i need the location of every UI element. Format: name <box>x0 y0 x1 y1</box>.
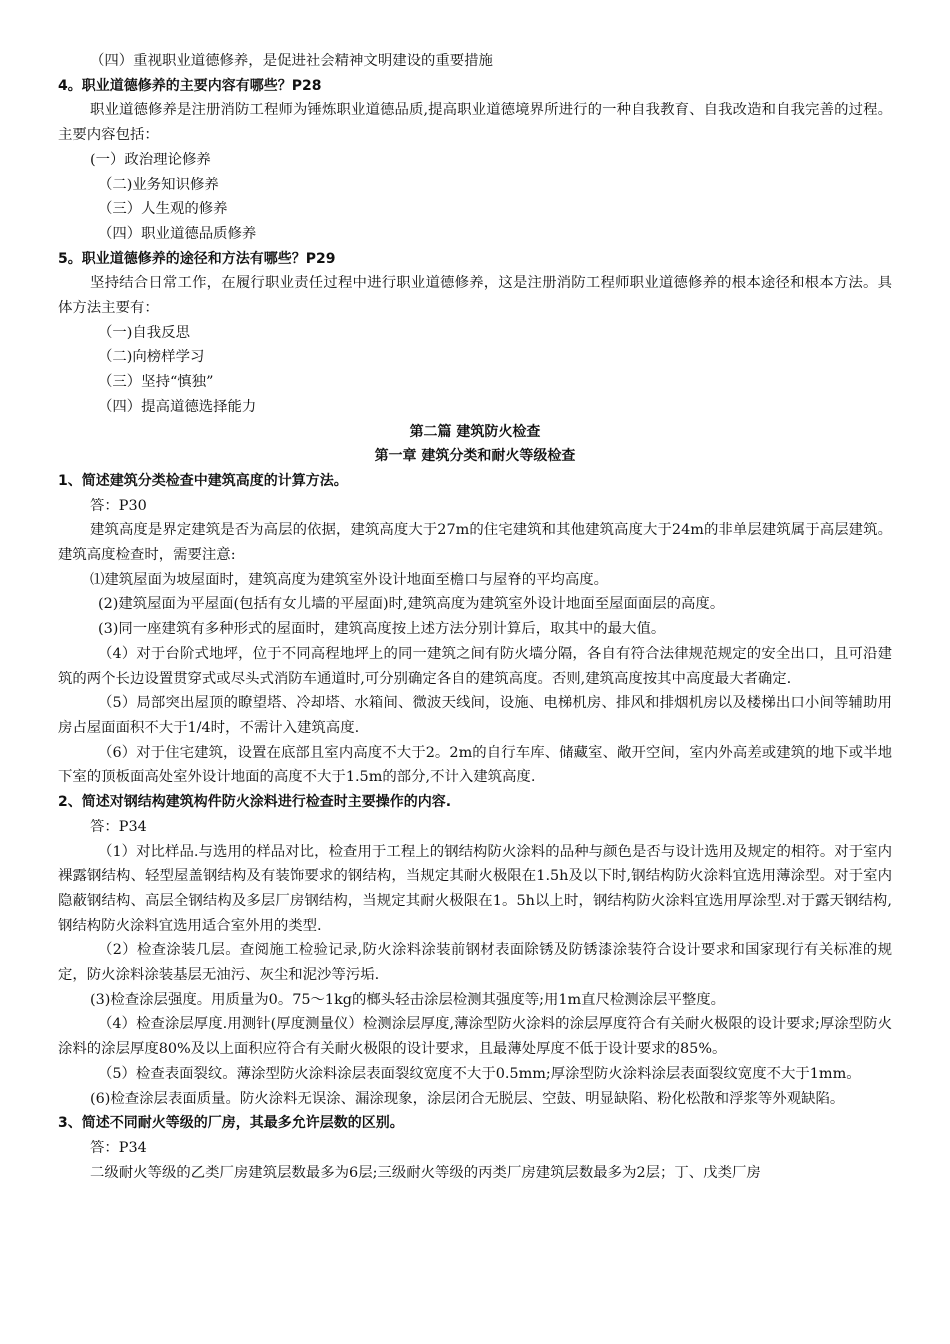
answer-ref: 答：P34 <box>90 818 147 835</box>
paragraph: （6）对于住宅建筑，设置在底部且室内高度不大于2。2m的自行车库、储藏室、敞开空间，室内外高差或建筑的地下或半地下室的顶板面高处室外设计地面的高度不大于1.5m的部分,不计入建筑高度. <box>58 744 892 786</box>
question-heading: 2、简述对钢结构建筑构件防火涂料进行检查时主要操作的内容. <box>58 794 452 811</box>
text-line: （四）重视职业道德修养，是促进社会精神文明建设的重要措施 <box>90 53 493 69</box>
list-item: (3)同一座建筑有多种形式的屋面时，建筑高度按上述方法分别计算后，取其中的最大值。 <box>98 621 666 638</box>
chapter-title: 第一章 建筑分类和耐火等级检查 <box>374 448 576 465</box>
question-heading: 1、简述建筑分类检查中建筑高度的计算方法。 <box>58 472 348 489</box>
list-item: （三）人生观的修养 <box>98 201 228 218</box>
paragraph: 坚持结合日常工作，在履行职业责任过程中进行职业道德修养，这是注册消防工程师职业道德修养的根本途径和根本方法。具体方法主要有： <box>58 275 892 317</box>
list-item: （四）职业道德品质修养 <box>98 225 257 242</box>
list-item: (一）政治理论修养 <box>90 151 211 168</box>
list-item: （一)自我反思 <box>98 324 190 341</box>
question-heading: 4。职业道德修养的主要内容有哪些？P28 <box>58 77 322 94</box>
paragraph: （4）对于台阶式地坪，位于不同高程地坪上的同一建筑之间有防火墙分隔，各自有符合法律规范规定的安全出口，且可沿建筑的两个长边设置贯穿式或尽头式消防车通道时,可分别确定各自的建筑高度。否则,建筑高度按其中高度最大者确定. <box>58 645 892 687</box>
paragraph: (6)检查涂层表面质量。防火涂料无误涂、漏涂现象，涂层闭合无脱层、空鼓、明显缺陷、粉化松散和浮浆等外观缺陷。 <box>90 1090 845 1107</box>
list-item: (2)建筑屋面为平屋面(包括有女儿墙的平屋面)时,建筑高度为建筑室外设计地面至屋面面层的高度。 <box>98 596 725 613</box>
list-item: （三）坚持“慎独” <box>98 374 214 391</box>
paragraph: （1）对比样品.与选用的样品对比，检查用于工程上的钢结构防火涂料的品种与颜色是否与设计选用及规定的相符。对于室内裸露钢结构、轻型屋盖钢结构及有装饰要求的钢结构，当规定其耐火极限在1.5h及以下时,钢结构防火涂料宜选用薄涂型。对于室内隐蔽钢结构、高层全钢结构及多层厂房钢结构，当规定其耐火极限在1。5h以上时，钢结构防火涂料宜选用厚涂型.对于露天钢结构,钢结构防火涂料宜选用适合室外用的类型. <box>58 843 892 934</box>
answer-ref: 答：P30 <box>90 497 147 514</box>
paragraph: （4）检查涂层厚度.用测针(厚度测量仪）检测涂层厚度,薄涂型防火涂料的涂层厚度符合有关耐火极限的设计要求;厚涂型防火涂料的涂层厚度80%及以上面积应符合有关耐火极限的设计要求，且最薄处厚度不低于设计要求的85%。 <box>58 1016 892 1058</box>
text-line: 二级耐火等级的乙类厂房建筑层数最多为6层;三级耐火等级的丙类厂房建筑层数最多为2层；丁、戊类厂房 <box>90 1164 761 1181</box>
list-item: ⑴建筑屋面为坡屋面时，建筑高度为建筑室外设计地面至檐口与屋脊的平均高度。 <box>90 571 609 588</box>
list-item: （四）提高道德选择能力 <box>98 398 257 415</box>
list-item: （二)向榜样学习 <box>98 349 205 366</box>
part-title: 第二篇 建筑防火检查 <box>409 423 541 440</box>
paragraph: (3)检查涂层强度。用质量为0。75～1kg的榔头轻击涂层检测其强度等;用1m直尺检测涂层平整度。 <box>90 991 726 1008</box>
list-item: （二)业务知识修养 <box>98 176 219 193</box>
paragraph: （2）检查涂装几层。查阅施工检验记录,防火涂料涂装前钢材表面除锈及防锈漆涂装符合设计要求和国家现行有关标准的规定，防火涂料涂装基层无油污、灰尘和泥沙等污垢. <box>58 942 892 984</box>
paragraph: （5）检查表面裂纹。薄涂型防火涂料涂层表面裂纹宽度不大于0.5mm;厚涂型防火涂料涂层表面裂纹宽度不大于1mm。 <box>98 1065 861 1082</box>
question-heading: 3、简述不同耐火等级的厂房，其最多允许层数的区别。 <box>58 1115 404 1132</box>
answer-ref: 答：P34 <box>90 1139 147 1156</box>
question-heading: 5。职业道德修养的途径和方法有哪些？P29 <box>58 250 336 267</box>
paragraph: （5）局部突出屋顶的瞭望塔、冷却塔、水箱间、微波天线间，设施、电梯机房、排风和排烟机房以及楼梯出口小间等辅助用房占屋面面积不大于1/4时，不需计入建筑高度. <box>58 695 892 736</box>
paragraph: 建筑高度是界定建筑是否为高层的依据，建筑高度大于27m的住宅建筑和其他建筑高度大于24m的非单层建筑属于高层建筑。建筑高度检查时，需要注意: <box>58 522 892 564</box>
paragraph: 职业道德修养是注册消防工程师为锤炼职业道德品质,提高职业道德境界所进行的一种自我教育、自我改造和自我完善的过程。主要内容包括： <box>58 102 892 144</box>
